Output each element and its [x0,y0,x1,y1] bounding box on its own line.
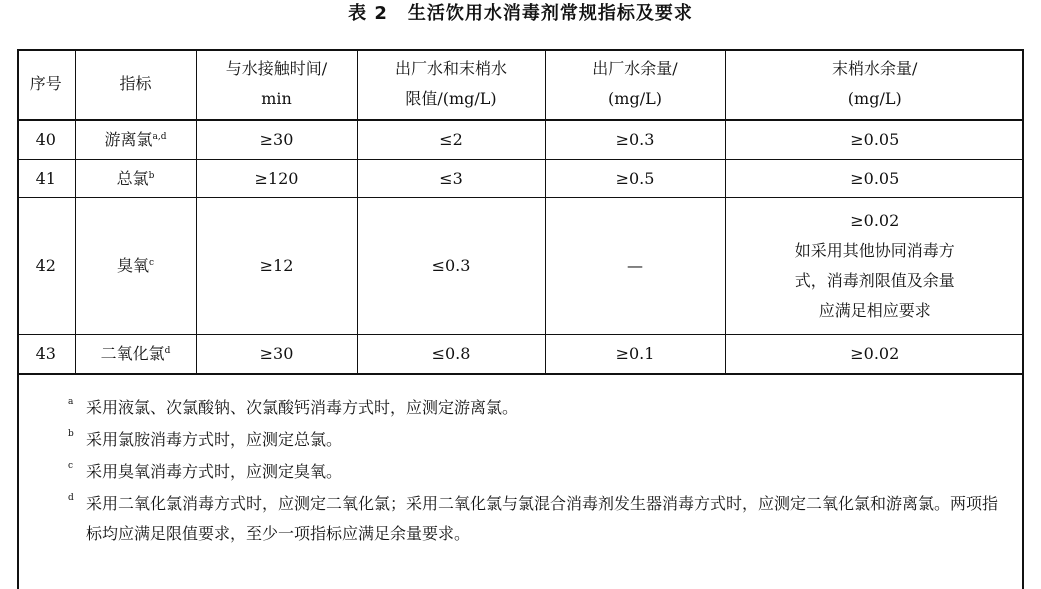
cell-contact-time: ≥120 [196,160,357,198]
header-contact-time-line1: 与水接触时间/ [225,59,328,78]
cell-seq: 41 [17,160,75,198]
header-limit [357,49,545,120]
table-number: 表 2 [348,3,388,24]
header-seq: 序号 [17,49,75,120]
footnote-text: 采用氯胺消毒方式时，应测定总氯。 [86,430,343,449]
header-end-residual-line2: (mg/L) [847,89,902,108]
footnotes [20,393,1020,551]
cell-indicator: 二氧化氯$^d$ [75,335,196,375]
end-residual-note-line1: 如采用其他协同消毒方 [794,241,955,260]
header-plant-residual-line1: 出厂水余量/ [592,59,678,78]
footnote-text: 采用液氯、次氯酸钠、次氯酸钙消毒方式时，应测定游离氯。 [86,398,519,417]
footnote-mark: d [68,493,74,503]
table-row [17,198,1024,335]
footnote-mark: b [68,429,74,439]
footnote-ref: c [148,258,155,268]
cell-end-residual: ≥0.05 [725,120,1024,160]
cell-plant-residual: ≥0.5 [545,160,725,198]
header-limit-line2: 限值/(mg/L) [405,89,497,108]
disinfectant-table [17,49,1024,375]
table-header-row [17,49,1024,120]
cell-seq: 42 [17,198,75,335]
table-title [0,2,1041,26]
header-contact-time-line2: min [261,89,292,108]
cell-indicator: 游离氯$^{a,d}$ [75,120,196,160]
end-residual-note-line2: 式，消毒剂限值及余量 [794,271,955,290]
cell-limit: ≤3 [357,160,545,198]
header-limit-line1: 出厂水和末梢水 [394,59,507,78]
footnote-ref: a,d [152,132,167,142]
cell-end-residual: ≥0.02 [725,335,1024,375]
header-plant-residual [545,49,725,120]
footnote-item [20,457,1020,487]
cell-plant-residual: — [545,198,725,335]
cell-contact-time: ≥12 [196,198,357,335]
footnote-ref: b [148,170,155,181]
header-contact-time [196,49,357,120]
table-row [17,335,1024,375]
footnote-text: 采用二氧化氯消毒方式时，应测定二氧化氯；采用二氧化氯与氯混合消毒剂发生器消毒方式时，应测定二氧化氯和游离氯。两项指标均应满足限值要求，至少一项指标应满足余量要求。 [86,494,999,543]
footnote-mark: c [68,461,74,471]
footnote-item [20,425,1020,455]
cell-seq: 40 [17,120,75,160]
table-row [17,160,1024,198]
cell-seq: 43 [17,335,75,375]
header-end-residual [725,49,1024,120]
header-indicator: 指标 [75,49,196,120]
footnote-item [20,489,1020,549]
cell-end-residual [725,198,1024,335]
cell-end-residual: ≥0.05 [725,160,1024,198]
cell-indicator: 总氯$^b$ [75,160,196,198]
cell-limit: ≤0.8 [357,335,545,375]
table-caption: 生活饮用水消毒剂常规指标及要求 [407,3,693,24]
footnote-item [20,393,1020,423]
end-residual-value: ≥0.02 [850,211,900,230]
cell-plant-residual: ≥0.1 [545,335,725,375]
cell-limit: ≤0.3 [357,198,545,335]
footnote-mark: a [68,397,74,407]
header-plant-residual-line2: (mg/L) [608,89,662,108]
cell-contact-time: ≥30 [196,120,357,160]
cell-plant-residual: ≥0.3 [545,120,725,160]
cell-indicator: 臭氧$^c$ [75,198,196,335]
cell-limit: ≤2 [357,120,545,160]
table-row [17,120,1024,160]
footnote-ref: d [164,346,171,356]
end-residual-note-line3: 应满足相应要求 [818,301,931,320]
cell-contact-time: ≥30 [196,335,357,375]
header-end-residual-line1: 末梢水余量/ [832,59,918,78]
footnote-text: 采用臭氧消毒方式时，应测定臭氧。 [86,462,343,481]
